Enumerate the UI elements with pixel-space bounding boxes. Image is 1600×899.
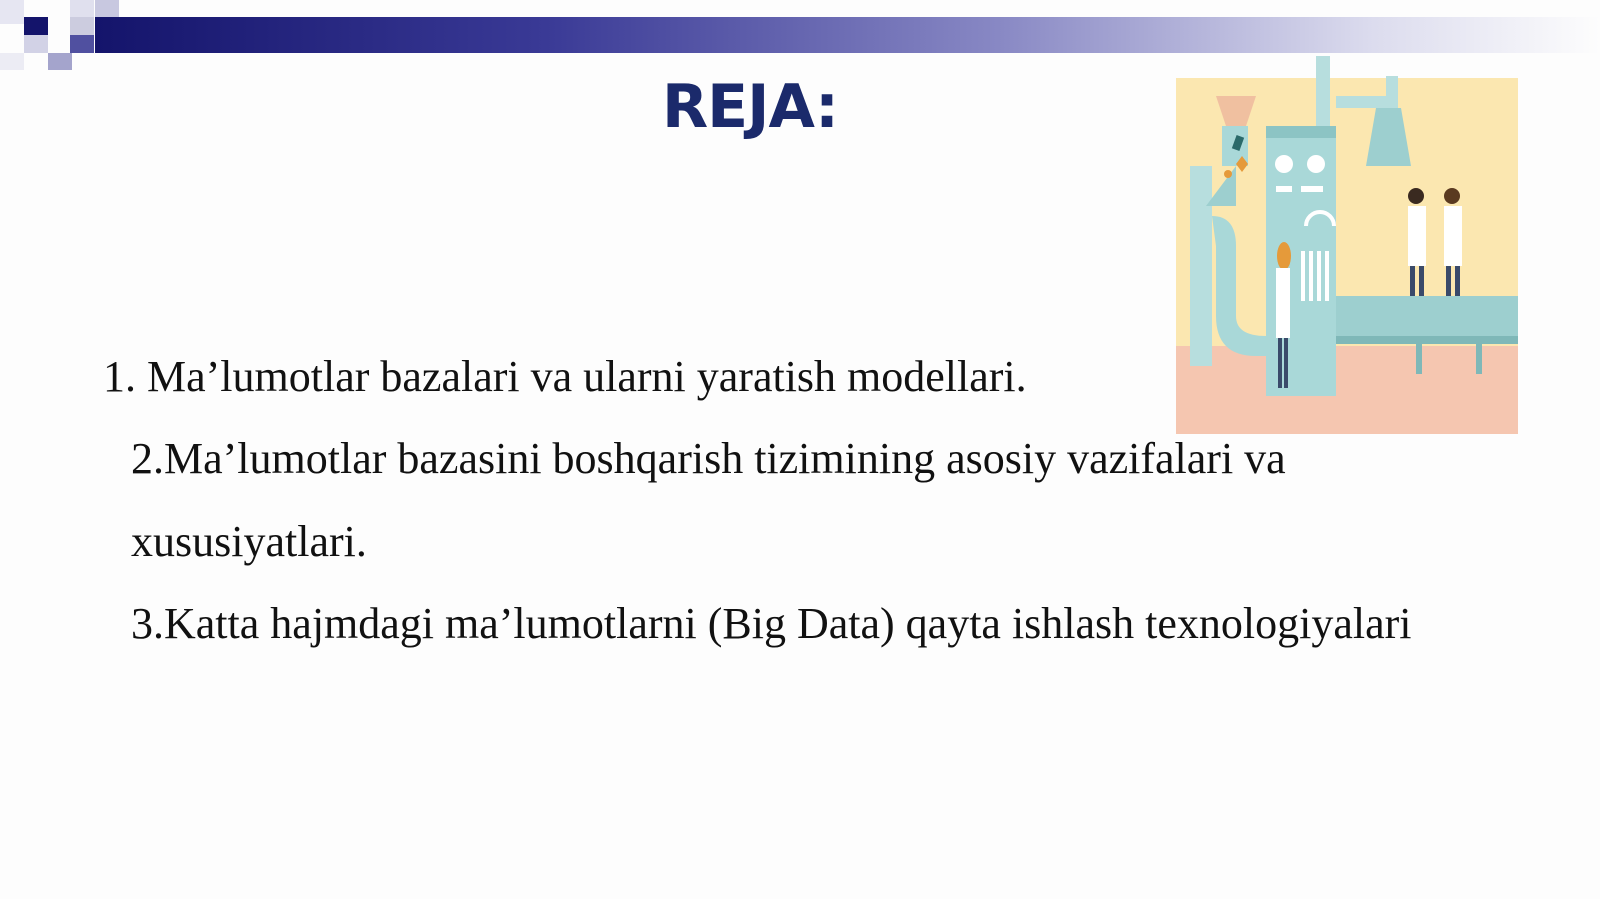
corner-square	[70, 35, 94, 53]
corner-square	[24, 17, 48, 35]
corner-square	[48, 53, 72, 70]
corner-square	[70, 0, 94, 17]
agenda-item-2: 2.Ma’lumotlar bazasini boshqarish tizimining asosiy vazifalari va	[131, 434, 1286, 483]
slide-title: REJA:	[661, 72, 839, 142]
agenda-item-3: 3.Katta hajmdagi ma’lumotlarni (Big Data) qayta ishlash texnologiyalari	[131, 599, 1412, 648]
corner-square	[24, 35, 48, 53]
corner-square	[95, 0, 119, 17]
corner-square	[0, 0, 24, 24]
agenda-item-2-continued: xususiyatlari.	[131, 517, 367, 566]
factory-machine-illustration	[1176, 56, 1518, 434]
corner-square	[70, 17, 94, 35]
header-gradient-bar	[95, 17, 1600, 53]
agenda-item-1: 1. Ma’lumotlar bazalari va ularni yaratish modellari.	[103, 352, 1027, 401]
corner-square	[0, 53, 24, 70]
